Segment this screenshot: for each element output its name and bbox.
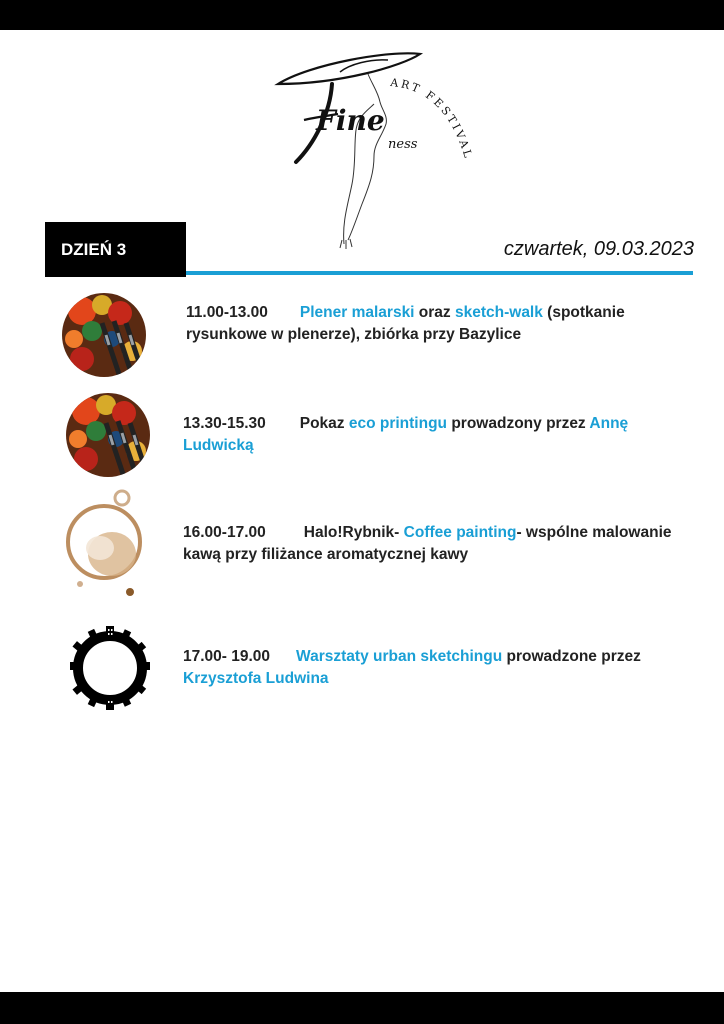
event-2-text — [183, 413, 683, 457]
event-2-part-3: Annę Ludwicką — [183, 415, 629, 454]
event-3-part-0: Halo!Rybnik- — [303, 524, 404, 541]
event-3-text — [183, 522, 683, 566]
event-3-part-2: - wspólne malowanie kawą przy filiżance aromatycznej kawy — [183, 524, 672, 563]
event-4-time: 17.00- 19.00 — [183, 648, 271, 665]
event-4-part-2: Krzysztofa Ludwina — [183, 670, 329, 687]
coffee-stain-icon — [60, 488, 156, 600]
event-3-part-1: Coffee painting — [403, 524, 517, 541]
event-1-time: 11.00-13.00 — [186, 304, 268, 321]
day-label-box — [45, 222, 186, 277]
bottom-bar — [0, 992, 724, 1024]
event-1-part-2: sketch-walk — [454, 304, 543, 321]
day-label: DZIEŃ 3 — [61, 240, 127, 259]
event-2-part-1: eco printingu — [348, 415, 448, 432]
event-1-part-3: (spotkanie rysunkowe w plenerze), zbiórka przy Bazylice — [186, 304, 625, 343]
logo-suffix: ness — [388, 137, 418, 152]
paint-palette-brushes-icon — [66, 393, 150, 477]
event-4-part-0: Warsztaty urban sketchingu — [296, 648, 503, 665]
event-4-part-1: prowadzone przez — [502, 648, 641, 665]
event-2-part-0: Pokaz — [299, 415, 349, 432]
city-circle-icon — [68, 624, 152, 712]
event-3-time: 16.00-17.00 — [183, 524, 266, 541]
fineness-logo — [270, 44, 480, 254]
event-1-part-0: Plener malarski — [299, 304, 415, 321]
logo-tagline: ART FESTIVAL — [389, 75, 476, 162]
event-2-part-2: prowadzony przez — [447, 415, 590, 432]
event-1-text — [186, 302, 686, 346]
logo-wordmark: Fine — [316, 104, 385, 137]
event-1-part-1: oraz — [414, 304, 455, 321]
event-date: czwartek, 09.03.2023 — [503, 238, 694, 260]
event-4-text — [183, 646, 683, 690]
day-divider — [186, 271, 693, 275]
event-2-time: 13.30-15.30 — [183, 415, 266, 432]
top-bar — [0, 0, 724, 30]
paint-palette-brushes-icon — [62, 293, 146, 377]
